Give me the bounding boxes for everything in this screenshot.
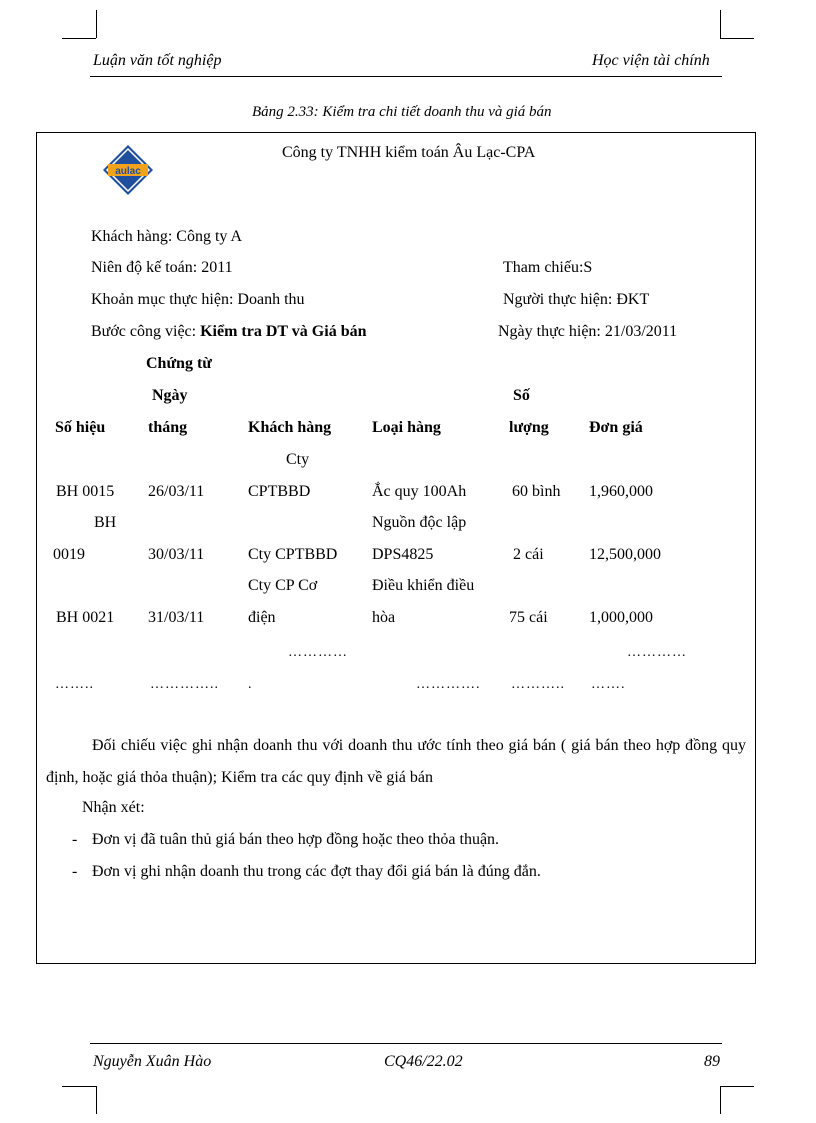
header-don-gia: Đơn giá bbox=[589, 419, 643, 436]
dots-customer: ………… bbox=[288, 645, 348, 660]
header-luong: lượng bbox=[509, 419, 549, 436]
row3-so-hieu: BH 0021 bbox=[56, 609, 115, 626]
row1-date: 26/03/11 bbox=[148, 483, 205, 500]
reference-field: Tham chiếu:S bbox=[503, 259, 593, 276]
row2-so-hieu-line2: 0019 bbox=[53, 546, 85, 563]
header-loai-hang: Loại hàng bbox=[372, 419, 441, 436]
header-thang: tháng bbox=[148, 419, 188, 436]
row2-customer: Cty CPTBBD bbox=[248, 546, 338, 563]
row2-so-hieu-line1: BH bbox=[94, 514, 117, 531]
dots-col1: …….. bbox=[55, 677, 94, 692]
remark-bullet-2: Đơn vị ghi nhận doanh thu trong các đợt thay đổi giá bán là đúng đắn. bbox=[92, 863, 541, 880]
row1-product: Ắc quy 100Ah bbox=[372, 483, 467, 500]
row1-customer-line1: Cty bbox=[286, 451, 310, 468]
dots-price: ………… bbox=[627, 645, 687, 660]
row3-price: 1,000,000 bbox=[589, 609, 653, 626]
logo-text: aulac bbox=[115, 166, 141, 177]
bullet-marker-1: - bbox=[72, 831, 78, 848]
row3-product-line2: hòa bbox=[372, 609, 396, 626]
dots-col4: …………. bbox=[416, 677, 481, 692]
crop-mark-top-right-h bbox=[720, 38, 754, 39]
row3-customer-line2: điện bbox=[248, 609, 276, 626]
crop-mark-bottom-left bbox=[96, 1086, 97, 1114]
row1-price: 1,960,000 bbox=[589, 483, 653, 500]
audit-item-field: Khoản mục thực hiện: Doanh thu bbox=[91, 291, 305, 308]
procedure-paragraph bbox=[46, 730, 746, 794]
dots-col6: ……. bbox=[591, 677, 626, 692]
work-step-field bbox=[91, 323, 366, 341]
footer-author: Nguyễn Xuân Hào bbox=[93, 1053, 212, 1070]
footer-code: CQ46/22.02 bbox=[384, 1053, 463, 1070]
row2-product-line2: DPS4825 bbox=[372, 546, 434, 563]
header-so: Số bbox=[513, 387, 530, 404]
header-so-hieu: Số hiệu bbox=[55, 419, 106, 436]
remark-bullet-1: Đơn vị đã tuân thủ giá bán theo hợp đồng hoặc theo thỏa thuận. bbox=[92, 831, 500, 848]
footer-page-number: 89 bbox=[704, 1053, 720, 1070]
date-field: Ngày thực hiện: 21/03/2011 bbox=[498, 323, 678, 340]
client-field: Khách hàng: Công ty A bbox=[91, 228, 243, 245]
row1-quantity: 60 bình bbox=[512, 483, 561, 500]
row2-date: 30/03/11 bbox=[148, 546, 205, 563]
work-step-value: Kiểm tra DT và Giá bán bbox=[200, 323, 367, 340]
table-caption: Bảng 2.33: Kiểm tra chi tiết doanh thu và giá bán bbox=[252, 104, 552, 120]
crop-mark-bottom-right-h bbox=[720, 1086, 754, 1087]
bullet-marker-2: - bbox=[72, 863, 78, 880]
header-rule bbox=[90, 76, 722, 77]
header-chung-tu: Chứng từ bbox=[146, 355, 212, 372]
performer-field: Người thực hiện: ĐKT bbox=[503, 291, 650, 308]
procedure-text: Đối chiếu việc ghi nhận doanh thu với doanh thu ước tính theo giá bán ( giá bán theo hợp đồng quy định, hoặc giá thỏa thuận); Kiểm tra các quy định về giá bán bbox=[46, 737, 746, 786]
crop-mark-top-left-h bbox=[62, 38, 96, 39]
crop-mark-top-left bbox=[96, 10, 97, 38]
row2-product-line1: Nguồn độc lập bbox=[372, 514, 467, 531]
fiscal-year-field: Niên độ kế toán: 2011 bbox=[91, 259, 233, 276]
row1-so-hieu: BH 0015 bbox=[56, 483, 115, 500]
header-ngay: Ngày bbox=[152, 387, 188, 404]
row2-quantity: 2 cái bbox=[513, 546, 544, 563]
row1-customer-line2: CPTBBD bbox=[248, 483, 311, 500]
dots-col5: ……….. bbox=[511, 677, 565, 692]
crop-mark-bottom-right bbox=[720, 1086, 721, 1114]
header-right: Học viện tài chính bbox=[592, 52, 710, 69]
crop-mark-bottom-left-h bbox=[62, 1086, 96, 1087]
row3-customer-line1: Cty CP Cơ bbox=[248, 577, 318, 594]
work-step-label: Bước công việc: bbox=[91, 323, 197, 340]
row3-date: 31/03/11 bbox=[148, 609, 205, 626]
remark-label: Nhận xét: bbox=[82, 799, 145, 816]
company-logo bbox=[102, 144, 154, 196]
company-name: Công ty TNHH kiểm toán Âu Lạc-CPA bbox=[282, 144, 536, 161]
row3-quantity: 75 cái bbox=[509, 609, 548, 626]
header-left: Luận văn tốt nghiệp bbox=[93, 52, 222, 69]
dots-col2: ………….. bbox=[150, 677, 219, 692]
row2-price: 12,500,000 bbox=[589, 546, 661, 563]
row3-product-line1: Điều khiển điều bbox=[372, 577, 475, 594]
dots-col3: . bbox=[248, 677, 253, 692]
header-khach-hang: Khách hàng bbox=[248, 419, 332, 436]
crop-mark-top-right bbox=[720, 10, 721, 38]
footer-rule bbox=[90, 1043, 722, 1044]
